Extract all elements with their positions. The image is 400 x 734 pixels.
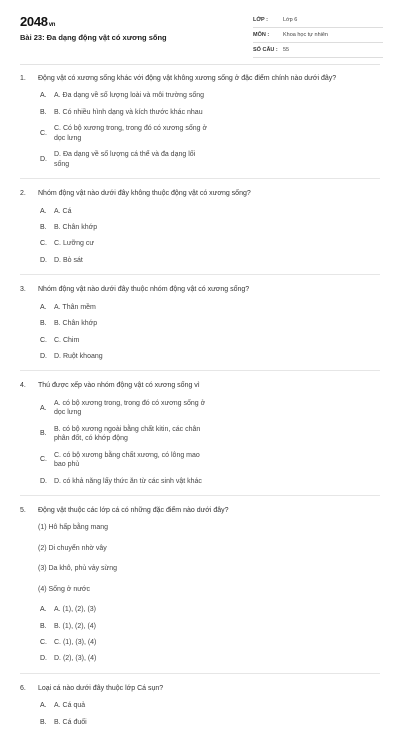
statement-item: (1) Hô hấp bằng mang [38,524,109,532]
answer-letter: A. [40,404,47,412]
answer-text: D. Ruột khoang [54,353,103,360]
answer-option-b[interactable] [40,425,210,444]
answer-option-d[interactable] [40,654,210,663]
answer-option-a[interactable] [40,207,210,216]
statement-item: (4) Sống ở nước [38,585,90,593]
answer-options [20,207,380,273]
statement-item: (2) Di chuyển nhờ vây [38,544,107,552]
answer-option-a[interactable] [40,303,210,312]
answer-letter: D. [40,256,47,264]
question-number: 5. [20,506,26,514]
answer-text: B. Chân khớp [54,223,98,231]
meta-value: 55 [283,46,290,53]
question-prompt: Nhóm động vật nào dưới đây không thuộc động vật có xương sống? [38,190,251,198]
answer-letter: A. [40,92,47,100]
answer-options [20,91,380,176]
question-list [0,74,400,734]
question-number: 3. [20,286,26,294]
answer-text: B. có bộ xương ngoài bằng chất kitin, các chân phân đốt, có khớp động [54,425,201,443]
meta-row-subject [253,29,383,43]
logo-suffix: vn [48,22,56,28]
site-logo[interactable] [20,13,55,31]
answer-letter: C. [40,240,47,248]
answer-text: A. có bộ xương trong, trong đó có xương sống ở dọc lưng [54,399,206,417]
answer-option-b[interactable] [40,108,210,117]
answer-text: A. Cá quả [54,702,86,710]
answer-text: A. Thân mềm [54,303,96,311]
answer-text: C. có bộ xương bằng chất xương, có lông mao bao phủ [54,451,200,469]
question-4 [0,381,400,493]
question-5 [0,506,400,671]
question-number: 6. [20,684,26,692]
answer-option-a[interactable] [40,605,210,614]
answer-letter: B. [40,108,47,116]
question-2 [0,189,400,272]
meta-row-grade [253,14,383,28]
question-number: 4. [20,382,26,390]
logo-text: 2048 [20,14,48,29]
answer-letter: A. [40,207,47,215]
answer-letter: B. [40,320,47,328]
statement-list [20,523,380,594]
answer-text: C. Chim [54,336,80,344]
answer-option-b[interactable] [40,718,210,727]
question-number: 1. [20,75,26,82]
answer-text: D. (2), (3), (4) [54,655,97,663]
answer-text: A. Đa dạng về số lượng loài và môi trường sống [54,92,205,100]
question-text [20,381,380,390]
answer-letter: D. [40,655,47,663]
answer-text: A. (1), (2), (3) [54,606,97,614]
answer-options [20,605,380,671]
answer-text: B. (1), (2), (4) [54,622,97,630]
question-text [20,506,380,515]
answer-option-b[interactable] [40,223,210,232]
answer-letter: D. [40,477,47,485]
answer-letter: A. [40,606,47,614]
meta-label: LỚP : [253,16,268,23]
question-number: 2. [20,190,26,198]
answer-letter: A. [40,702,47,710]
worksheet-header [0,0,400,62]
question-text [20,684,380,693]
answer-letter: B. [40,718,47,726]
answer-letter: A. [40,303,47,311]
meta-value: Lớp 6 [283,16,298,23]
answer-option-c[interactable] [40,638,210,647]
answer-letter: D. [40,155,47,163]
answer-text: C. Có bộ xương trong, trong đó có xương sống ở dọc lưng [54,125,208,142]
question-prompt: Động vật thuộc các lớp cá có những đặc điểm nào dưới đây? [38,506,229,514]
answer-text: C. (1), (3), (4) [54,639,97,646]
answer-option-a[interactable] [40,701,210,710]
question-divider [20,673,380,674]
question-6 [0,684,400,734]
lesson-title: Bài 23: Đa dạng động vật có xương sống [20,33,167,42]
answer-option-d[interactable] [40,256,210,265]
meta-value: Khoa học tự nhiên [283,31,328,38]
answer-text: B. Chân khớp [54,320,98,328]
answer-letter: B. [40,223,47,231]
answer-options [20,701,380,734]
question-divider [20,495,380,496]
answer-option-c[interactable] [40,451,210,470]
answer-text: A. Cá [54,207,72,215]
answer-option-a[interactable] [40,91,210,100]
question-prompt: Loại cá nào dưới đây thuộc lớp Cá sụn? [38,684,164,692]
question-divider [20,178,380,179]
answer-text: B. Có nhiều hình dạng và kích thước khác nhau [54,108,203,116]
question-text [20,285,380,294]
answer-letter: C. [40,336,47,344]
answer-letter: D. [40,353,47,360]
question-prompt: Nhóm động vật nào dưới đây thuộc nhóm động vật có xương sống? [38,286,250,294]
answer-text: C. Lưỡng cư [54,240,95,248]
answer-options [20,399,380,493]
answer-letter: C. [40,130,47,138]
meta-row-count [253,44,383,58]
question-1 [0,74,400,176]
question-text [20,74,380,83]
answer-option-d[interactable] [40,150,210,169]
answer-text: D. Đa dạng về số lượng cá thể và đa dạng lối sống [54,151,196,168]
question-prompt: Động vật có xương sống khác với động vật không xương sống ở đặc điểm chính nào dưới đây? [38,75,337,82]
answer-options [20,303,380,369]
statement-item: (3) Da khô, phủ vảy sừng [38,565,118,573]
header-divider [20,64,380,65]
answer-option-b[interactable] [40,319,210,328]
meta-label: SỐ CÂU : [253,46,278,53]
answer-option-d[interactable] [40,352,210,361]
answer-option-d[interactable] [40,477,210,486]
answer-option-a[interactable] [40,399,210,418]
answer-text: D. có khả năng lấy thức ăn từ các sinh vật khác [54,477,202,485]
question-3 [0,285,400,368]
answer-letter: B. [40,622,47,630]
answer-text: B. Cá đuối [54,718,87,726]
answer-option-c[interactable] [40,239,210,248]
question-divider [20,274,380,275]
question-prompt: Thú được xếp vào nhóm động vật có xương sống vì [38,382,200,390]
answer-letter: C. [40,456,47,464]
answer-option-b[interactable] [40,622,210,631]
answer-letter: C. [40,639,47,646]
answer-letter: B. [40,430,47,438]
answer-option-c[interactable] [40,124,210,143]
question-text [20,189,380,198]
answer-option-c[interactable] [40,336,210,345]
meta-label: MÔN : [253,31,270,38]
meta-info [253,14,383,59]
question-divider [20,370,380,371]
answer-text: D. Bò sát [54,256,83,264]
